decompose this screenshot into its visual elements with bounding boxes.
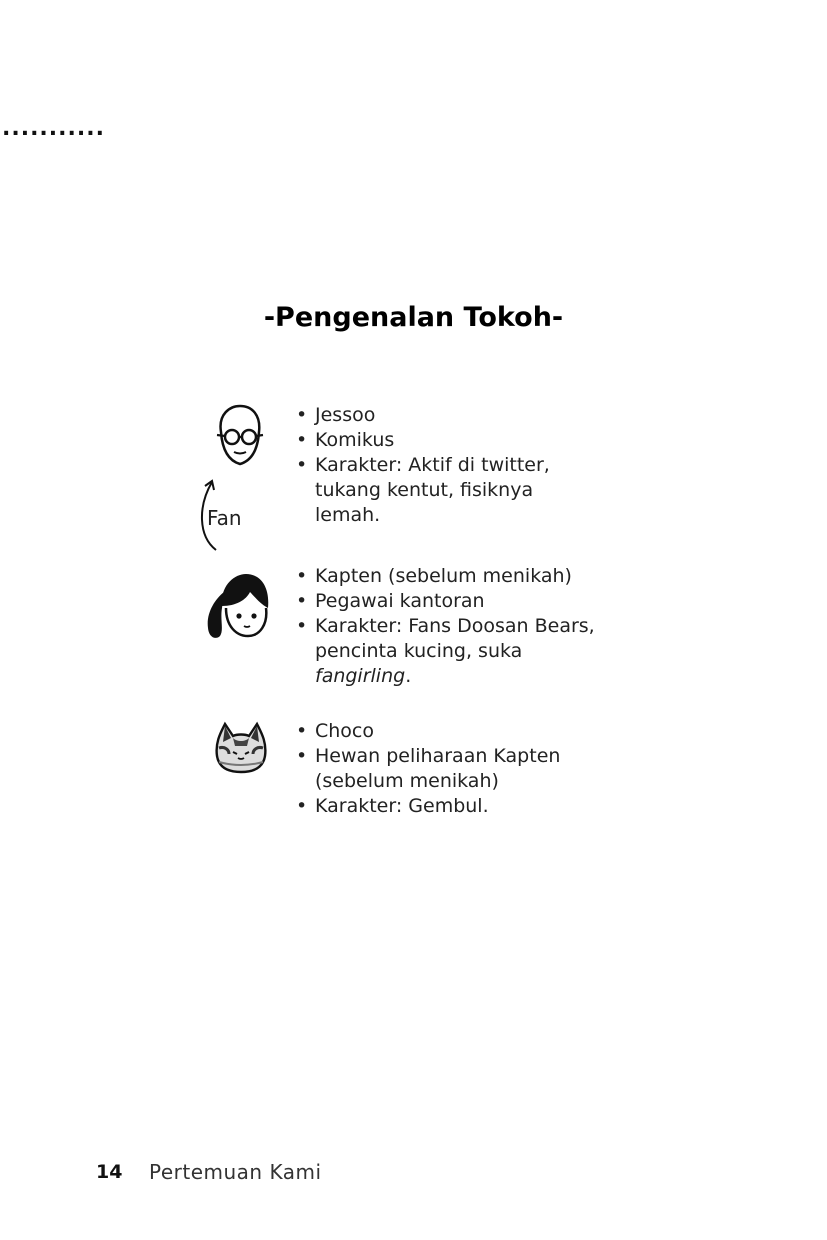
list-item: • Hewan peliharaan Kapten (sebelum menikah) [296,744,575,794]
character-1-details [296,403,596,528]
list-item: • Jessoo [296,403,596,428]
list-item: • Pegawai kantoran [296,589,596,614]
page-number: 14 [96,1161,123,1183]
character-2-details [296,564,596,689]
decorative-dots: ........... [2,116,105,141]
list-item-end: . [405,665,412,687]
list-item-text: Karakter: Fans Doosan Bears, pencinta kucing, suka [315,615,595,662]
list-item [296,614,595,689]
bald-man-glasses-icon [208,402,270,470]
running-title: Pertemuan Kami [149,1160,322,1184]
fan-label: Fan [207,506,242,530]
character-3-details [296,719,596,819]
list-item: • Choco [296,719,596,744]
cat-choco-icon [211,718,271,774]
list-item: • Komikus [296,428,596,453]
list-item: • Karakter: Gembul. [296,794,596,819]
list-item: • Karakter: Aktif di twitter, tukang kentut, fisiknya lemah. [296,453,565,528]
girl-ponytail-icon [202,570,272,644]
page-title: -Pengenalan Tokoh- [263,302,564,333]
list-item-italic: fangirling [315,665,406,687]
list-item: • Kapten (sebelum menikah) [296,564,596,589]
